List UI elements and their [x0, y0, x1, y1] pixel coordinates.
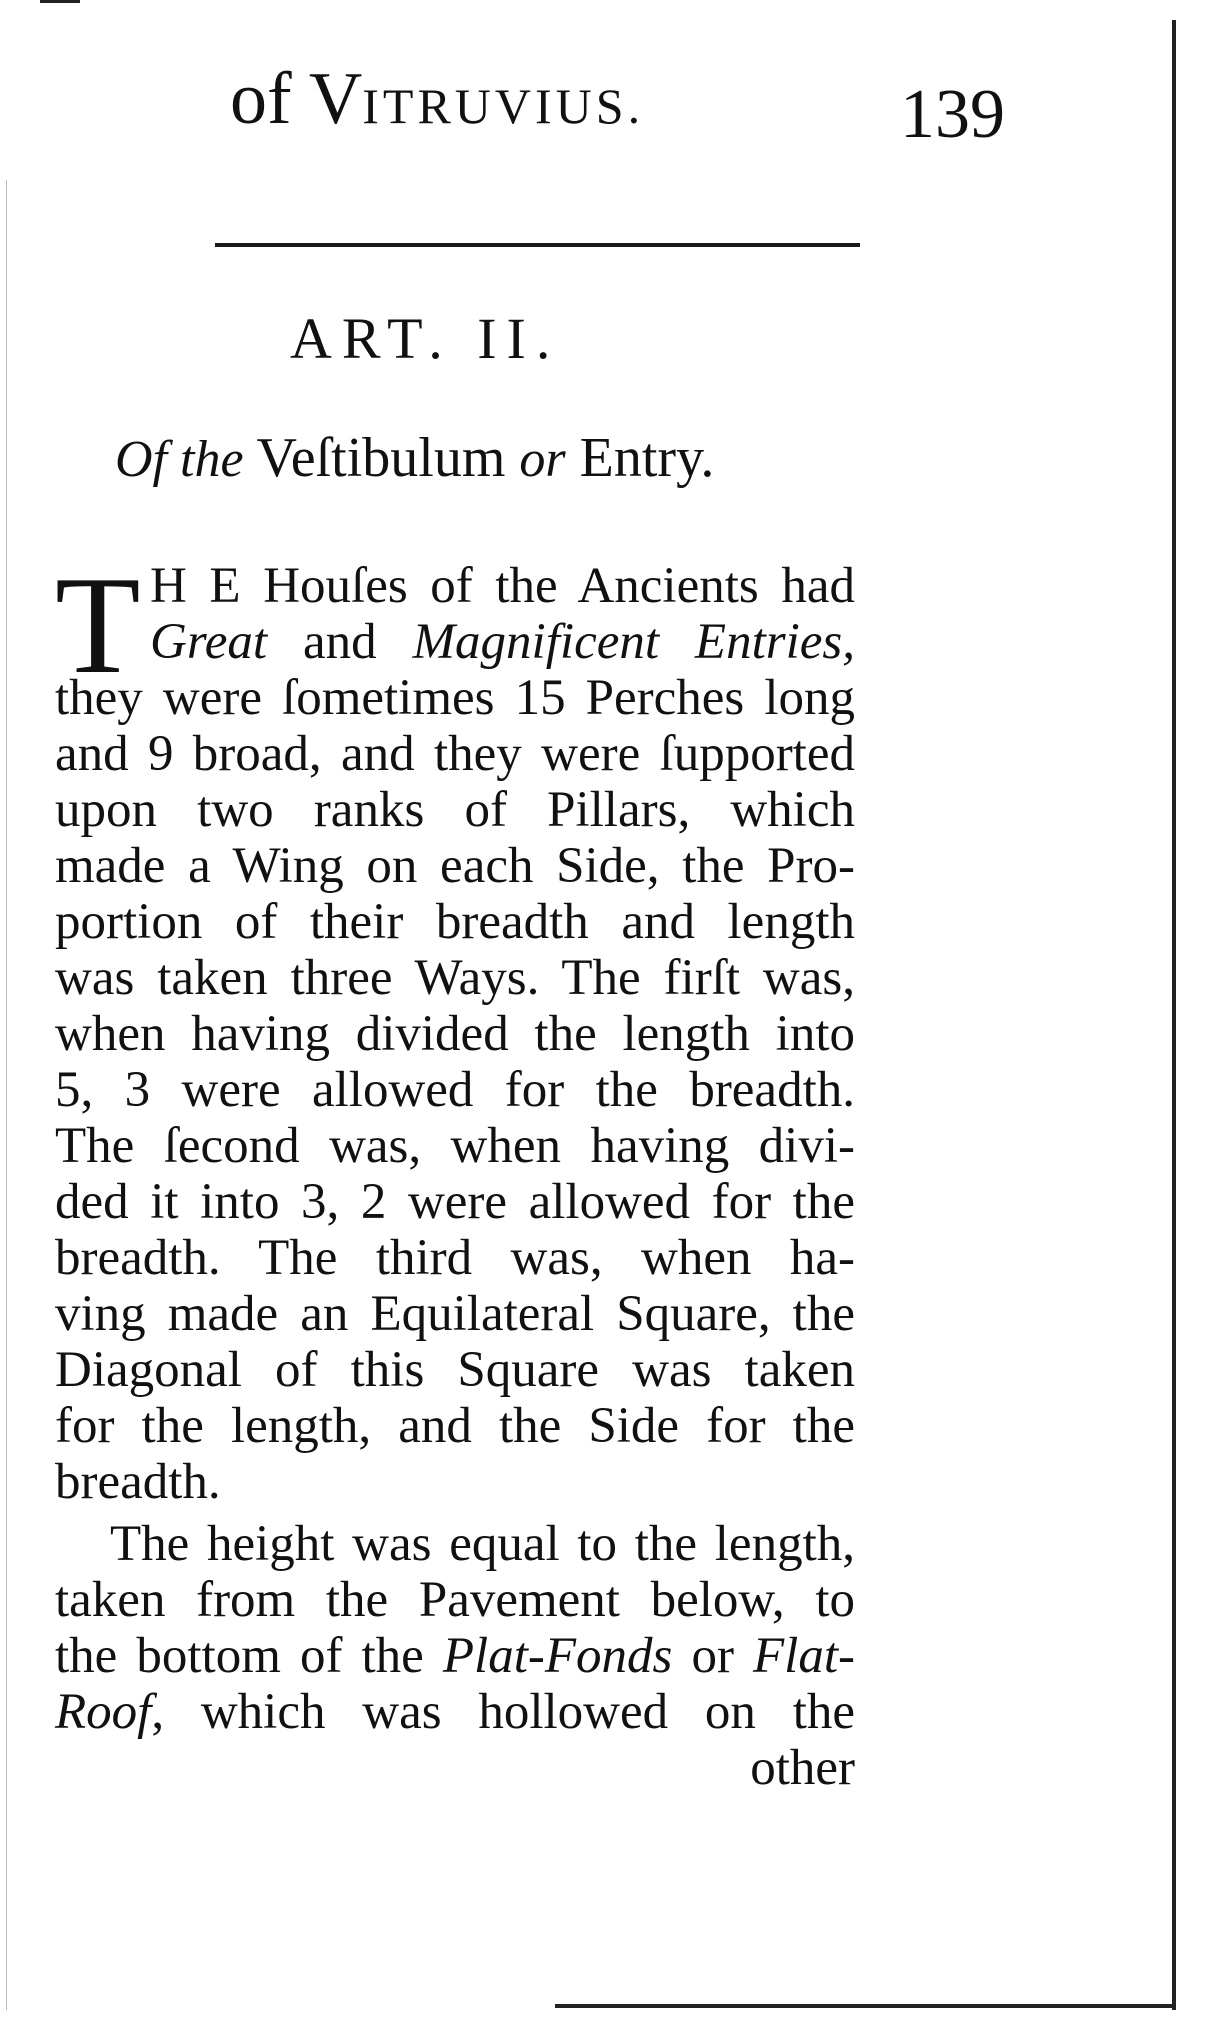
text-line: upon two ranks of Pillars, which	[55, 782, 855, 838]
header-rule	[215, 243, 860, 247]
running-head-prefix: of	[230, 58, 309, 140]
running-head	[230, 58, 645, 140]
text-line: breadth.	[55, 1454, 221, 1510]
subtitle-vestibulum: Veſtibulum	[243, 427, 520, 489]
text-line: for the length, and the Side for the	[55, 1398, 855, 1454]
article-subtitle	[115, 427, 715, 489]
corner-mark	[40, 0, 80, 3]
text-line: taken from the Pavement below, to	[55, 1572, 855, 1628]
page-edge-right	[1172, 20, 1176, 2010]
text-line: breadth. The third was, when ha-	[55, 1230, 855, 1286]
running-head-cap: V	[308, 58, 363, 140]
text-line	[150, 614, 855, 670]
catchword: other	[750, 1740, 855, 1796]
running-head-rest: ITRUVIUS.	[362, 78, 645, 134]
page-edge-bottom	[555, 2004, 1175, 2008]
text-line: The height was equal to the length,	[110, 1516, 855, 1572]
text-line: H E Houſes of the Ancients had	[150, 558, 855, 614]
text-line: portion of their breadth and length	[55, 894, 855, 950]
page-number: 139	[900, 76, 1005, 153]
page-edge-left	[6, 180, 7, 2010]
text-italic: Magnificent Entries,	[412, 614, 856, 670]
text-line: ving made an Equilateral Square, the	[55, 1286, 855, 1342]
text-italic: Flat-	[753, 1628, 856, 1684]
text-line	[55, 1628, 855, 1684]
text-span: , which was hollowed on the	[151, 1684, 855, 1740]
text-line: made a Wing on each Side, the Pro-	[55, 838, 855, 894]
text-line: was taken three Ways. The firſt was,	[55, 950, 855, 1006]
text-span: the bottom of the	[55, 1628, 443, 1684]
text-span: or	[672, 1628, 754, 1684]
text-line: when having divided the length into	[55, 1006, 855, 1062]
text-italic: Plat-Fonds	[442, 1628, 673, 1684]
text-line: they were ſometimes 15 Perches long	[55, 670, 855, 726]
text-line: Diagonal of this Square was taken	[55, 1342, 855, 1398]
text-line: The ſecond was, when having divi-	[55, 1118, 855, 1174]
subtitle-entry: Entry.	[565, 427, 715, 489]
text-span: and	[267, 614, 413, 670]
text-line: 5, 3 were allowed for the breadth.	[55, 1062, 855, 1118]
text-italic: Great	[150, 614, 268, 670]
text-line: and 9 broad, and they were ſupported	[55, 726, 855, 782]
text-italic: Roof	[55, 1684, 152, 1740]
subtitle-of-the: Of the	[115, 431, 244, 488]
drop-cap: T	[55, 548, 141, 703]
subtitle-or: or	[519, 431, 566, 488]
article-number: ART. II.	[290, 306, 561, 371]
text-line: ded it into 3, 2 were allowed for the	[55, 1174, 855, 1230]
text-line	[55, 1684, 855, 1740]
